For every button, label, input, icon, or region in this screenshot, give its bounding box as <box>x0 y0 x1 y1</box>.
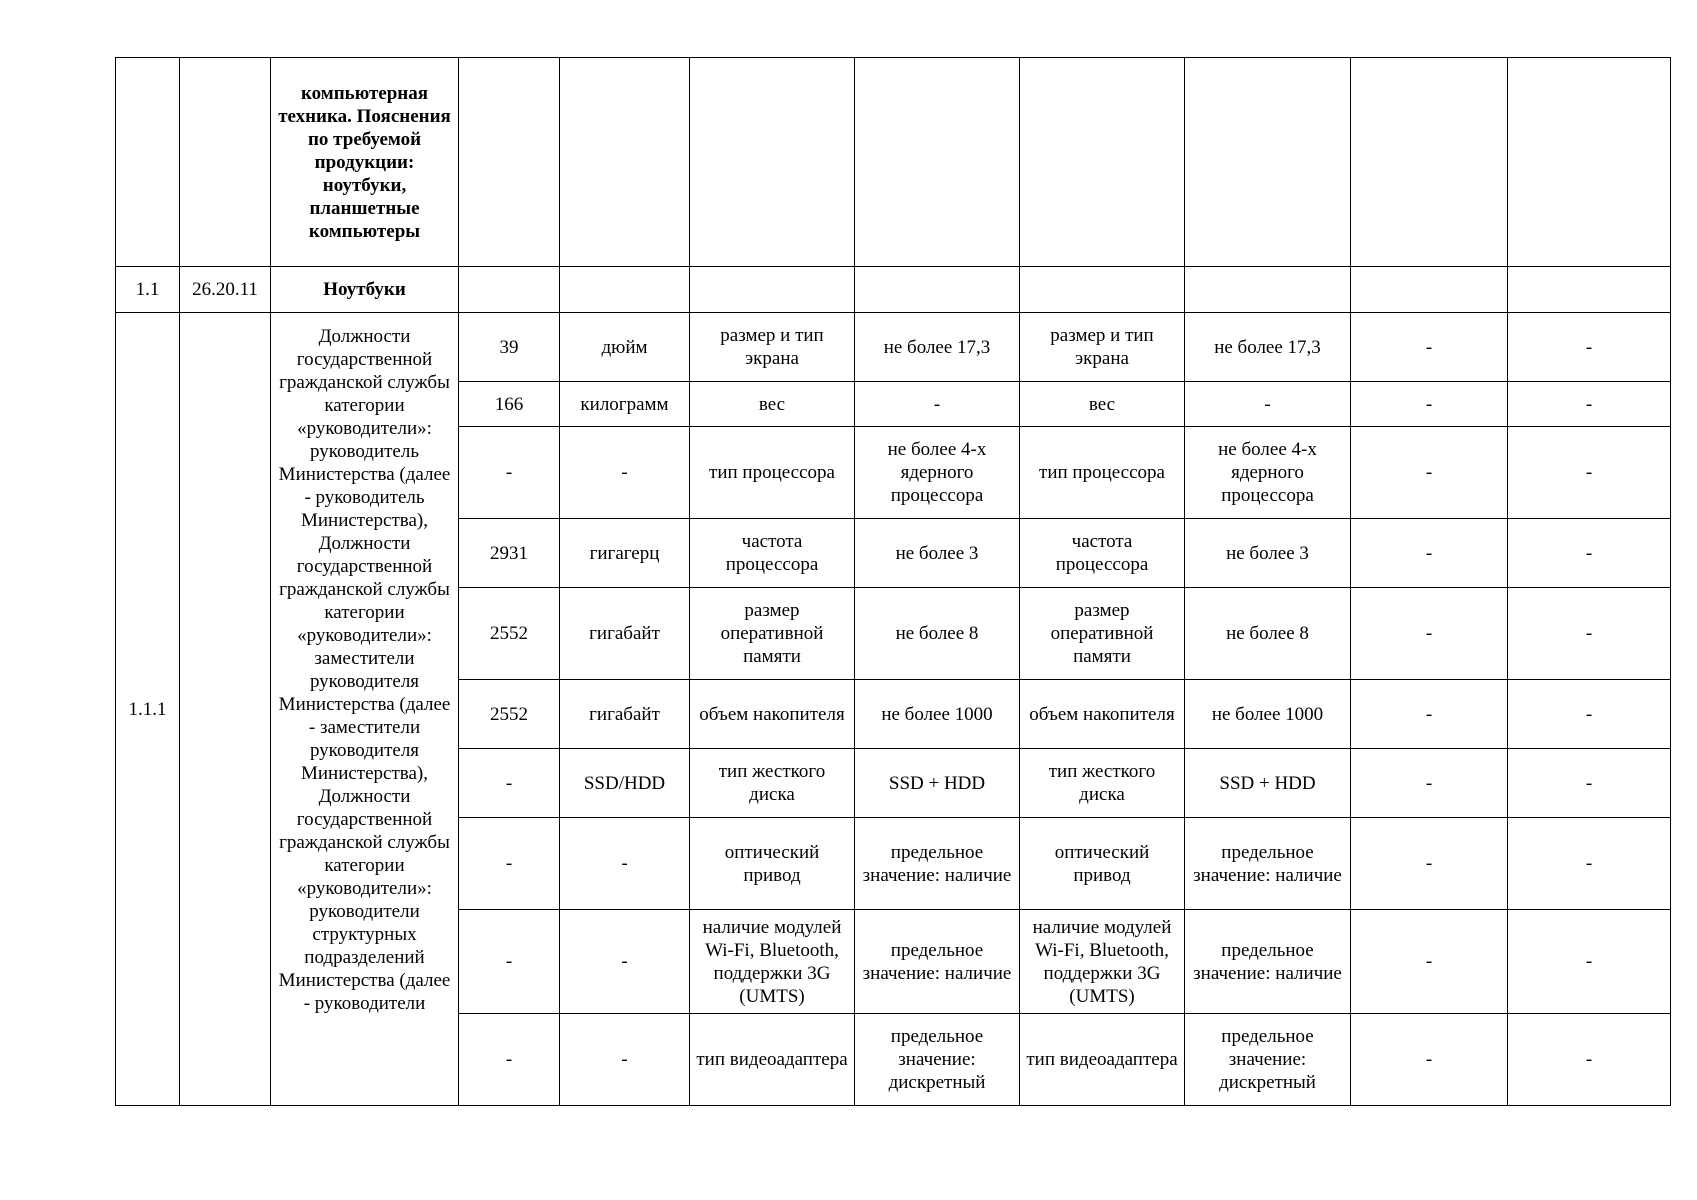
okei-code: 2552 <box>459 680 560 749</box>
okei-code: - <box>459 427 560 519</box>
characteristic-name-approved: тип видеоадаптера <box>1020 1014 1185 1106</box>
characteristic-name-approved: наличие модулей Wi-Fi, Bluetooth, поддержки 3G (UMTS) <box>1020 910 1185 1014</box>
cell-empty <box>1508 58 1671 267</box>
cell-code <box>180 58 271 267</box>
row-number: 1.1 <box>116 267 180 313</box>
characteristic-value-approved: не более 4-х ядерного процессора <box>1185 427 1351 519</box>
function-purpose: - <box>1508 910 1671 1014</box>
characteristic-name-approved: размер и тип экрана <box>1020 313 1185 382</box>
function-purpose: - <box>1508 382 1671 427</box>
function-purpose: - <box>1508 313 1671 382</box>
justification: - <box>1351 1014 1508 1106</box>
okei-code: 2931 <box>459 519 560 588</box>
characteristic-name-approved: размер оперативной памяти <box>1020 588 1185 680</box>
unit-name: - <box>560 427 690 519</box>
okei-code: 2552 <box>459 588 560 680</box>
cell-empty <box>1185 58 1351 267</box>
cell-empty <box>1020 267 1185 313</box>
positions-text: Должности государственной гражданской службы категории «руководители»: руководитель Министерства (далее - руководитель Министерства), Должности государственной гражданской службы категории «руководители»: заместители руководителя Министерства (далее - заместители руководителя Министерства), Должности государственной гражданской службы категории «руководители»: руководители структурных подразделений Министерства (далее - руководители <box>271 313 459 1106</box>
okei-code: - <box>459 910 560 1014</box>
characteristic-value: не более 17,3 <box>855 313 1020 382</box>
characteristic-name: частота процессора <box>690 519 855 588</box>
characteristic-value: SSD + HDD <box>855 749 1020 818</box>
justification: - <box>1351 382 1508 427</box>
characteristic-name: вес <box>690 382 855 427</box>
function-purpose: - <box>1508 1014 1671 1106</box>
product-name: Ноутбуки <box>271 267 459 313</box>
justification: - <box>1351 680 1508 749</box>
characteristic-value-approved: SSD + HDD <box>1185 749 1351 818</box>
unit-name: SSD/HDD <box>560 749 690 818</box>
cell-empty <box>1351 267 1508 313</box>
category-text: компьютерная техника. Пояснения по требуемой продукции: ноутбуки, планшетные компьютеры <box>271 58 459 267</box>
unit-name: гигабайт <box>560 680 690 749</box>
characteristic-value-approved: предельное значение: наличие <box>1185 818 1351 910</box>
characteristic-value: - <box>855 382 1020 427</box>
cell-empty <box>1020 58 1185 267</box>
function-purpose: - <box>1508 519 1671 588</box>
unit-name: - <box>560 910 690 1014</box>
characteristic-name-approved: оптический привод <box>1020 818 1185 910</box>
function-purpose: - <box>1508 680 1671 749</box>
cell-empty <box>459 267 560 313</box>
unit-name: гигагерц <box>560 519 690 588</box>
okei-code: - <box>459 1014 560 1106</box>
table-row <box>116 313 1671 382</box>
characteristic-value: предельное значение: наличие <box>855 818 1020 910</box>
okpd-code: 26.20.11 <box>180 267 271 313</box>
okei-code: 166 <box>459 382 560 427</box>
characteristic-value: предельное значение: дискретный <box>855 1014 1020 1106</box>
cell-empty <box>1185 267 1351 313</box>
unit-name: дюйм <box>560 313 690 382</box>
characteristic-name: тип процессора <box>690 427 855 519</box>
characteristic-value: не более 8 <box>855 588 1020 680</box>
function-purpose: - <box>1508 588 1671 680</box>
okei-code: - <box>459 818 560 910</box>
characteristic-value: не более 4-х ядерного процессора <box>855 427 1020 519</box>
justification: - <box>1351 313 1508 382</box>
characteristic-name: размер оперативной памяти <box>690 588 855 680</box>
cell-empty <box>855 267 1020 313</box>
unit-name: - <box>560 818 690 910</box>
cell-empty <box>690 58 855 267</box>
characteristic-value-approved: не более 3 <box>1185 519 1351 588</box>
characteristic-value: предельное значение: наличие <box>855 910 1020 1014</box>
characteristic-value-approved: - <box>1185 382 1351 427</box>
characteristic-value-approved: предельное значение: дискретный <box>1185 1014 1351 1106</box>
characteristic-value-approved: не более 1000 <box>1185 680 1351 749</box>
cell-empty <box>855 58 1020 267</box>
cell-num <box>116 58 180 267</box>
characteristic-value-approved: предельное значение: наличие <box>1185 910 1351 1014</box>
table-row-1-1 <box>116 267 1671 313</box>
characteristic-name-approved: тип процессора <box>1020 427 1185 519</box>
function-purpose: - <box>1508 818 1671 910</box>
characteristic-value: не более 3 <box>855 519 1020 588</box>
justification: - <box>1351 749 1508 818</box>
characteristic-value-approved: не более 17,3 <box>1185 313 1351 382</box>
unit-name: гигабайт <box>560 588 690 680</box>
characteristic-name: тип жесткого диска <box>690 749 855 818</box>
justification: - <box>1351 519 1508 588</box>
justification: - <box>1351 427 1508 519</box>
unit-name: килограмм <box>560 382 690 427</box>
characteristic-name-approved: тип жесткого диска <box>1020 749 1185 818</box>
okei-code: - <box>459 749 560 818</box>
function-purpose: - <box>1508 749 1671 818</box>
justification: - <box>1351 910 1508 1014</box>
characteristic-value: не более 1000 <box>855 680 1020 749</box>
cell-empty <box>560 267 690 313</box>
requirements-table <box>115 57 1671 1106</box>
cell-empty <box>459 58 560 267</box>
characteristic-value-approved: не более 8 <box>1185 588 1351 680</box>
characteristic-name-approved: частота процессора <box>1020 519 1185 588</box>
row-number: 1.1.1 <box>116 313 180 1106</box>
characteristic-name: тип видеоадаптера <box>690 1014 855 1106</box>
cell-empty <box>560 58 690 267</box>
cell-empty <box>1351 58 1508 267</box>
characteristic-name: объем накопителя <box>690 680 855 749</box>
characteristic-name: наличие модулей Wi-Fi, Bluetooth, поддержки 3G (UMTS) <box>690 910 855 1014</box>
okei-code: 39 <box>459 313 560 382</box>
justification: - <box>1351 818 1508 910</box>
characteristic-name-approved: объем накопителя <box>1020 680 1185 749</box>
characteristic-name: размер и тип экрана <box>690 313 855 382</box>
cell-empty <box>690 267 855 313</box>
characteristic-name-approved: вес <box>1020 382 1185 427</box>
table-row-header <box>116 58 1671 267</box>
table-body <box>116 58 1671 1106</box>
function-purpose: - <box>1508 427 1671 519</box>
characteristic-name: оптический привод <box>690 818 855 910</box>
unit-name: - <box>560 1014 690 1106</box>
justification: - <box>1351 588 1508 680</box>
okpd-code <box>180 313 271 1106</box>
cell-empty <box>1508 267 1671 313</box>
